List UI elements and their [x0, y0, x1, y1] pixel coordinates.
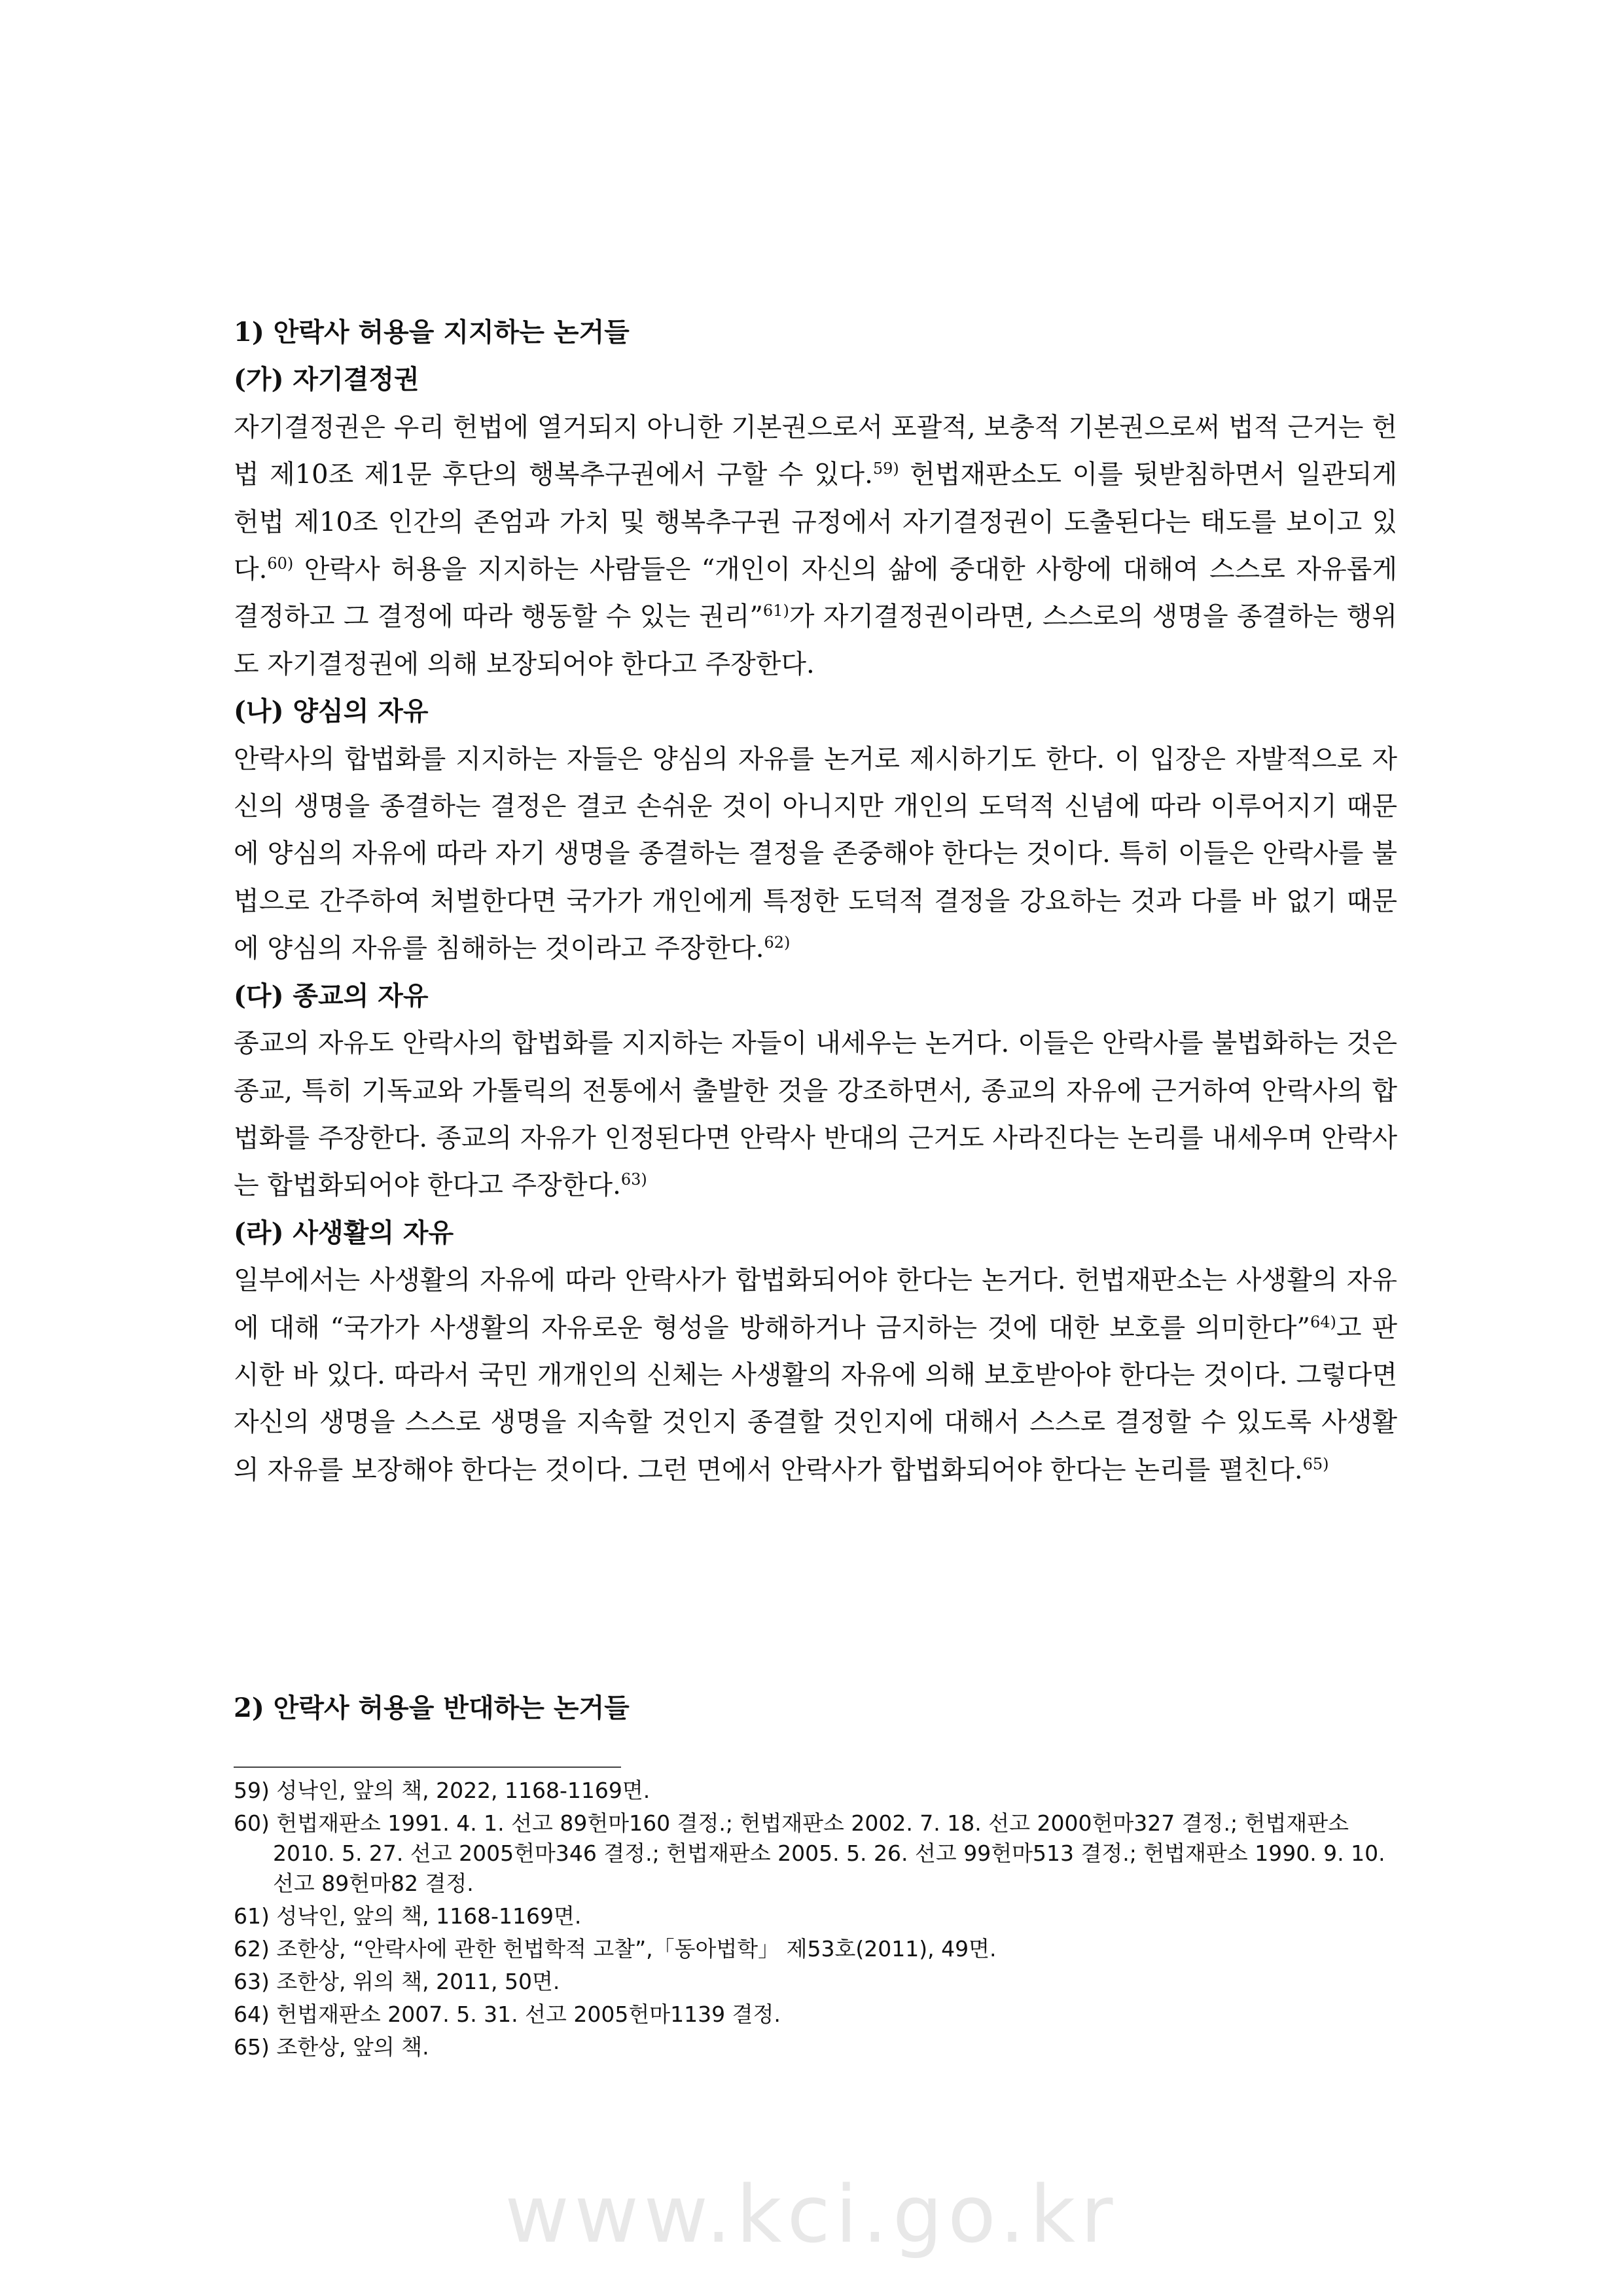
subsection-title-conscience: (나) 양심의 자유 [234, 696, 429, 727]
text-run: 고 판시한 바 있다. 따라서 국민 개개인의 신체는 사생활의 자유에 의해 보호받아야 한다는 것이다. 그렇다면 자신의 생명을 스스로 생명을 지속할 것인지 종결할 것인지에 대해서 스스로 결정할 수 있도록 사생활의 자유를 보장해야 한다는 것이다. 그런 면에서 안락사가 합법화되어야 한다는 논리를 펼친다. [234, 1312, 1397, 1485]
text-run: 일부에서는 사생활의 자유에 따라 안락사가 합법화되어야 한다는 논거다. 헌법재판소는 사생활의 자유에 대해 “국가가 사생활의 자유로운 형성을 방해하거나 금지하는 것에 대한 보호를 의미한다” [234, 1265, 1397, 1343]
footnote-ref-63[interactable]: 63) [620, 1170, 647, 1189]
footnote-ref-61[interactable]: 61) [762, 601, 789, 620]
paragraph-religion [234, 1020, 1397, 1210]
subsection-title-self-determination: (가) 자기결정권 [234, 364, 419, 395]
footnote-64: 64) 헌법재판소 2007. 5. 31. 선고 2005헌마1139 결정. [234, 2001, 781, 2027]
footnote-divider [234, 1767, 621, 1768]
footnote-62: 62) 조한상, “안락사에 관한 헌법학적 고찰”,「동아법학」 제53호(2011), 49면. [234, 1936, 997, 1962]
watermark: www.kci.go.kr [505, 2170, 1118, 2261]
text-run: 헌법재판소도 이를 뒷받침하면서 일관되게 헌법 제10조 인간의 존엄과 가치 및 행복추구권 규정에서 자기결정권이 도출된다는 태도를 보이고 있다. [234, 459, 1397, 585]
paragraph-self-determination [234, 404, 1397, 688]
text-run: 자기결정권은 우리 헌법에 열거되지 아니한 기본권으로서 포괄적, 보충적 기본권으로써 법적 근거는 헌법 제10조 제1문 후단의 행복추구권에서 구할 수 있다. [234, 412, 1397, 490]
subsection-title-religion: (다) 종교의 자유 [234, 980, 429, 1011]
footnote-ref-62[interactable]: 62) [764, 933, 791, 952]
paragraph-privacy [234, 1257, 1397, 1494]
section-heading-2: 2) 안락사 허용을 반대하는 논거들 [234, 1693, 630, 1723]
text-run: 종교의 자유도 안락사의 합법화를 지지하는 자들이 내세우는 논거다. 이들은 안락사를 불법화하는 것은 종교, 특히 기독교와 가톨릭의 전통에서 출발한 것을 강조하면서, 종교의 자유에 근거하여 안락사의 합법화를 주장한다. 종교의 자유가 인정된다면 안락사 반대의 근거도 사라진다는 논리를 내세우며 안락사는 합법화되어야 한다고 주장한다. [234, 1028, 1397, 1201]
main-body [234, 309, 1397, 1494]
text-run: 안락사 허용을 지지하는 사람들은 “개인이 자신의 삶에 중대한 사항에 대해여 스스로 자유롭게 결정하고 그 결정에 따라 행동할 수 있는 권리” [234, 554, 1397, 632]
footnote-59: 59) 성낙인, 앞의 책, 2022, 1168-1169면. [234, 1778, 651, 1803]
footnote-ref-65[interactable]: 65) [1302, 1454, 1329, 1473]
footnotes [234, 1776, 1397, 2065]
section-heading-1: 1) 안락사 허용을 지지하는 논거들 [234, 317, 630, 348]
footnote-ref-60[interactable]: 60) [267, 554, 294, 573]
text-run: 안락사의 합법화를 지지하는 자들은 양심의 자유를 논거로 제시하기도 한다. 이 입장은 자발적으로 자신의 생명을 종결하는 결정은 결코 손쉬운 것이 아니지만 개인의 도덕적 신념에 따라 이루어지기 때문에 양심의 자유에 따라 자기 생명을 종결하는 결정을 존중해야 한다는 것이다. 특히 이들은 안락사를 불법으로 간주하여 처벌한다면 국가가 개인에게 특정한 도덕적 결정을 강요하는 것과 다를 바 없기 때문에 양심의 자유를 침해하는 것이라고 주장한다. [234, 744, 1397, 964]
footnote-63: 63) 조한상, 위의 책, 2011, 50면. [234, 1969, 560, 1994]
text-run: 가 자기결정권이라면, 스스로의 생명을 종결하는 행위도 자기결정권에 의해 보장되어야 한다고 주장한다. [234, 601, 1397, 679]
footnote-65: 65) 조한상, 앞의 책. [234, 2034, 429, 2060]
footnote-ref-59[interactable]: 59) [872, 459, 899, 478]
paragraph-conscience [234, 736, 1397, 973]
footnote-61: 61) 성낙인, 앞의 책, 1168-1169면. [234, 1903, 582, 1929]
subsection-title-privacy: (라) 사생활의 자유 [234, 1217, 454, 1248]
footnote-ref-64[interactable]: 64) [1310, 1312, 1336, 1331]
footnote-60: 60) 헌법재판소 1991. 4. 1. 선고 89헌마160 결정.; 헌법재판소 2002. 7. 18. 선고 2000헌마327 결정.; 헌법재판소 2010. 5. 27. 선고 2005헌마346 결정.; 헌법재판소 2005. 5. 26. 선고 99헌마513 결정.; 헌법재판소 1990. 9. 10. 선고 89헌마82 결정. [234, 1810, 1385, 1896]
